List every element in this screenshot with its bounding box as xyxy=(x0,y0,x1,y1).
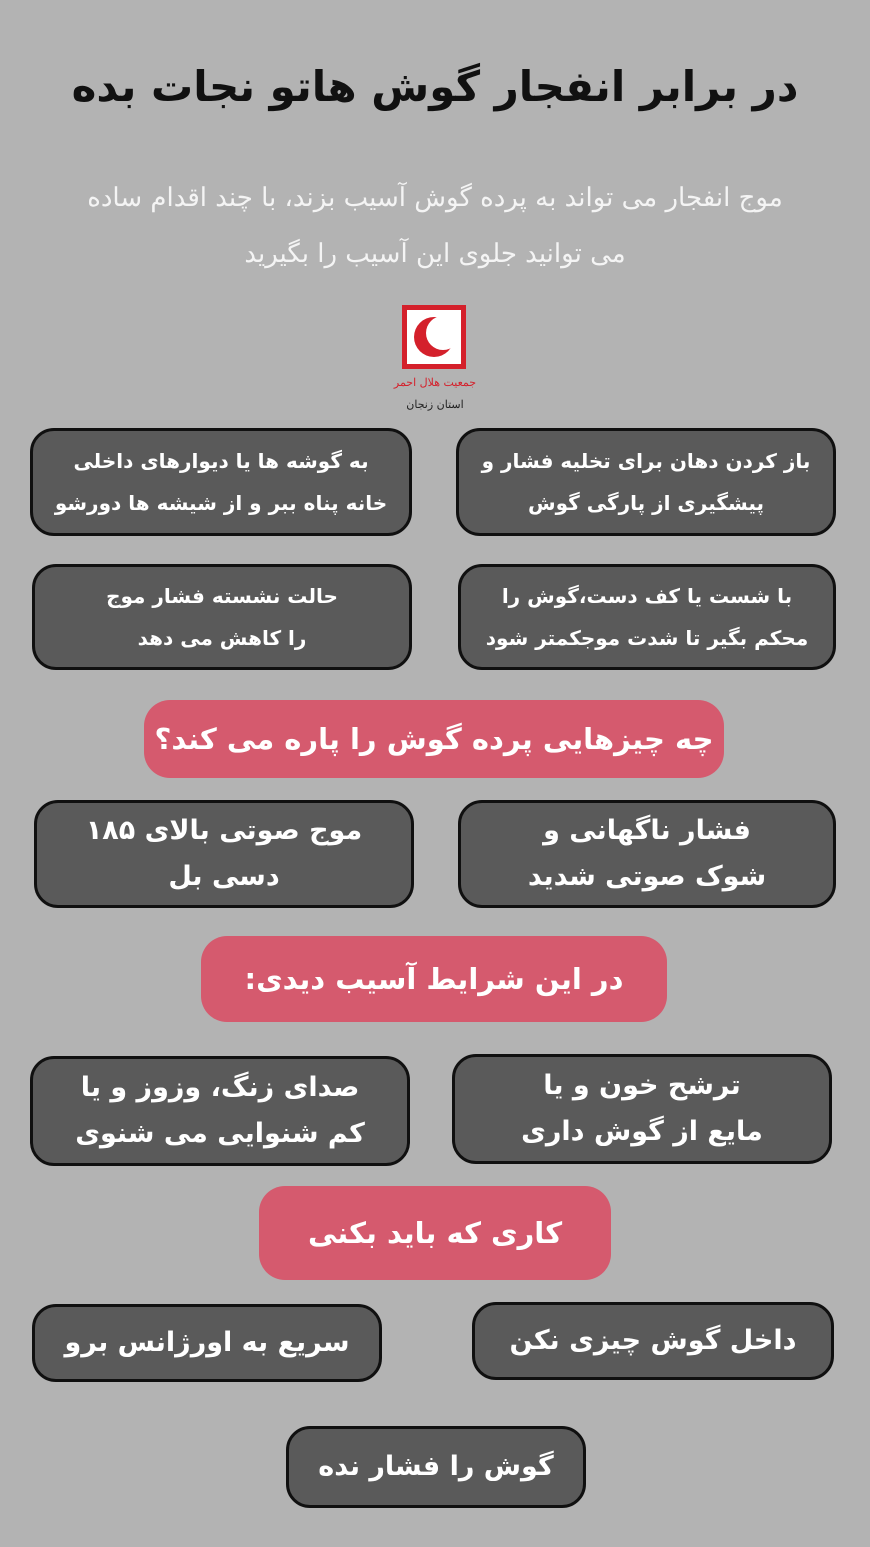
tip-cover-ears xyxy=(458,564,836,670)
cause-line: موج صوتی بالای ۱۸۵ xyxy=(85,815,363,846)
intro-text xyxy=(60,170,810,282)
tip-line: را کاهش می دهد xyxy=(137,626,307,650)
cause-sudden-pressure xyxy=(458,800,836,908)
action-nothing-in-ear: داخل گوش چیزی نکن xyxy=(472,1302,834,1380)
intro-line-1: موج انفجار می تواند به پرده گوش آسیب بزند، با چند اقدام ساده xyxy=(87,183,783,213)
symptom-ringing xyxy=(30,1056,410,1166)
cause-line: دسی بل xyxy=(168,861,280,892)
red-crescent-logo xyxy=(385,302,485,422)
tip-line: باز کردن دهان برای تخلیه فشار و xyxy=(481,449,811,473)
tip-line: محکم بگیر تا شدت موجکمتر شود xyxy=(485,626,809,650)
logo-province: استان زنجان xyxy=(406,398,464,411)
tip-line: با شست یا کف دست،گوش را xyxy=(501,584,793,608)
tip-open-mouth xyxy=(456,428,836,536)
logo-org-name: جمعیت هلال احمر xyxy=(393,376,477,389)
cause-line: فشار ناگهانی و xyxy=(543,815,751,846)
symptom-line: ترشح خون و یا xyxy=(543,1070,741,1101)
intro-line-2: می توانید جلوی این آسیب را بگیرید xyxy=(244,239,626,269)
red-crescent-icon xyxy=(385,302,485,422)
symptom-line: صدای زنگ، وزوز و یا xyxy=(80,1072,360,1103)
section-heading-symptoms: در این شرایط آسیب دیدی: xyxy=(201,936,667,1022)
tip-line: پیشگیری از پارگی گوش xyxy=(528,491,765,515)
cause-sound-wave xyxy=(34,800,414,908)
tip-take-shelter xyxy=(30,428,412,536)
action-go-to-emergency: سریع به اورژانس برو xyxy=(32,1304,382,1382)
page-title: در برابر انفجار گوش هاتو نجات بده xyxy=(71,62,799,111)
section-heading-actions: کاری که باید بکنی xyxy=(259,1186,611,1280)
tip-line: به گوشه ها یا دیوارهای داخلی xyxy=(73,449,369,473)
tip-line: خانه پناه ببر و از شیشه ها دورشو xyxy=(54,491,388,515)
section-heading-causes: چه چیزهایی پرده گوش را پاره می کند؟ xyxy=(144,700,724,778)
tip-line: حالت نشسته فشار موج xyxy=(106,584,338,608)
action-no-pressure: گوش را فشار نده xyxy=(286,1426,586,1508)
symptom-discharge xyxy=(452,1054,832,1164)
symptom-line: کم شنوایی می شنوی xyxy=(75,1118,365,1149)
cause-line: شوک صوتی شدید xyxy=(527,861,767,892)
tip-sit-down xyxy=(32,564,412,670)
symptom-line: مایع از گوش داری xyxy=(521,1116,763,1147)
